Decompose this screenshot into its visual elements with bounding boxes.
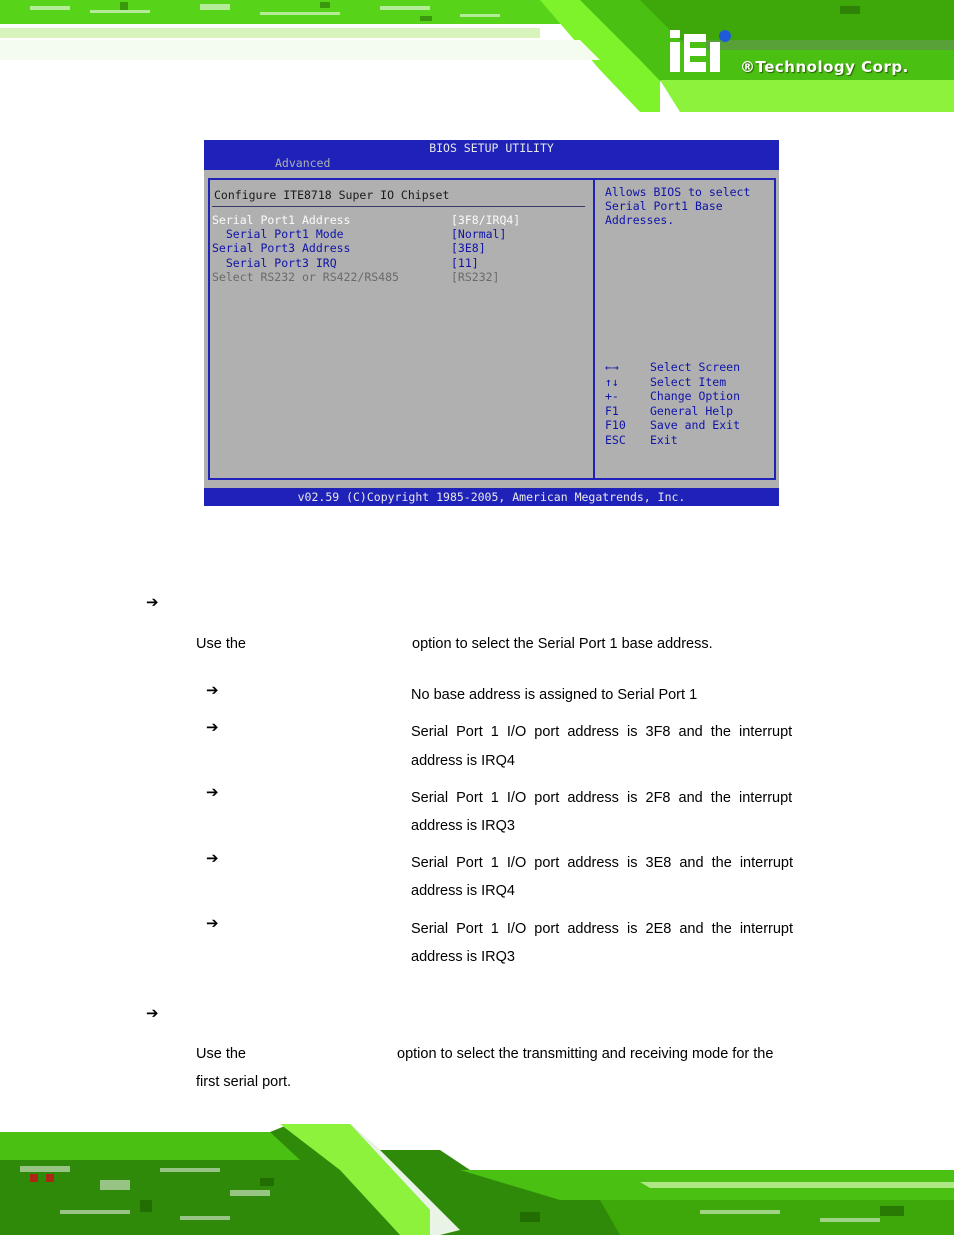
option-value: [3F8/IRQ4] <box>451 213 521 227</box>
option-description-cont: address is IRQ3 <box>411 949 515 965</box>
bios-title: BIOS SETUP UTILITY <box>204 140 779 156</box>
option-label: Select RS232 or RS422/RS485 <box>212 270 399 284</box>
key-description: Exit <box>650 433 678 447</box>
key-name: +- <box>605 389 619 403</box>
paragraph-text-cont: first serial port. <box>196 1074 292 1090</box>
key-description: Select Screen <box>650 360 741 374</box>
header-banner <box>0 0 954 112</box>
option-description: Serial Port 1 I/O port address is 3E8 and the interrupt <box>411 855 794 871</box>
option-description-cont: address is IRQ3 <box>411 818 515 834</box>
key-name: ↑↓ <box>605 375 619 389</box>
option-label: Serial Port3 IRQ <box>212 256 337 270</box>
company-name: ®Technology Corp. <box>740 58 909 76</box>
heading-divider <box>212 206 585 207</box>
bios-screenshot <box>204 140 779 506</box>
option-arrow-icon: ➔ <box>206 849 219 867</box>
key-description: Select Item <box>650 375 727 389</box>
option-arrow-icon: ➔ <box>206 681 219 699</box>
option-description-cont: address is IRQ4 <box>411 883 515 899</box>
option-value: [3E8] <box>451 241 486 255</box>
option-arrow-icon: ➔ <box>206 914 219 932</box>
tab-advanced[interactable]: Advanced <box>204 156 394 170</box>
section-arrow-icon: ➔ <box>146 1004 159 1022</box>
option-description-cont: address is IRQ4 <box>411 753 515 769</box>
key-name: ←→ <box>605 360 619 374</box>
bios-footer: v02.59 (C)Copyright 1985-2005, American Megatrends, Inc. <box>204 488 779 506</box>
bios-section-heading: Configure ITE8718 Super IO Chipset <box>214 188 450 202</box>
key-name: F10 <box>605 418 626 432</box>
key-description: Save and Exit <box>650 418 741 432</box>
help-line: Addresses. <box>605 213 675 227</box>
key-description: General Help <box>650 404 734 418</box>
help-line: Serial Port1 Base <box>605 199 723 213</box>
option-label: Serial Port1 Address <box>212 213 351 227</box>
key-description: Change Option <box>650 389 741 403</box>
option-description: Serial Port 1 I/O port address is 3F8 and the interrupt <box>411 724 793 740</box>
option-description: No base address is assigned to Serial Port 1 <box>411 687 698 703</box>
option-value: [RS232] <box>451 270 500 284</box>
option-description: Serial Port 1 I/O port address is 2F8 and the interrupt <box>411 790 793 806</box>
option-description: Serial Port 1 I/O port address is 2E8 and the interrupt <box>411 921 794 937</box>
key-name: ESC <box>605 433 626 447</box>
tab-divider <box>394 168 779 170</box>
key-name: F1 <box>605 404 619 418</box>
paragraph-use-the: Use the <box>196 1046 246 1062</box>
option-arrow-icon: ➔ <box>206 783 219 801</box>
option-label: Serial Port1 Mode <box>212 227 344 241</box>
paragraph-text: option to select the transmitting and receiving mode for the <box>397 1046 774 1062</box>
footer-banner <box>0 1120 954 1235</box>
pcb-footer-graphic <box>0 1120 954 1235</box>
paragraph-use-the: Use the <box>196 636 246 652</box>
option-label: Serial Port3 Address <box>212 241 351 255</box>
help-line: Allows BIOS to select <box>605 185 751 199</box>
section-arrow-icon: ➔ <box>146 593 159 611</box>
option-value: [11] <box>451 256 479 270</box>
paragraph-text: option to select the Serial Port 1 base address. <box>412 636 713 652</box>
option-arrow-icon: ➔ <box>206 718 219 736</box>
option-value: [Normal] <box>451 227 507 241</box>
